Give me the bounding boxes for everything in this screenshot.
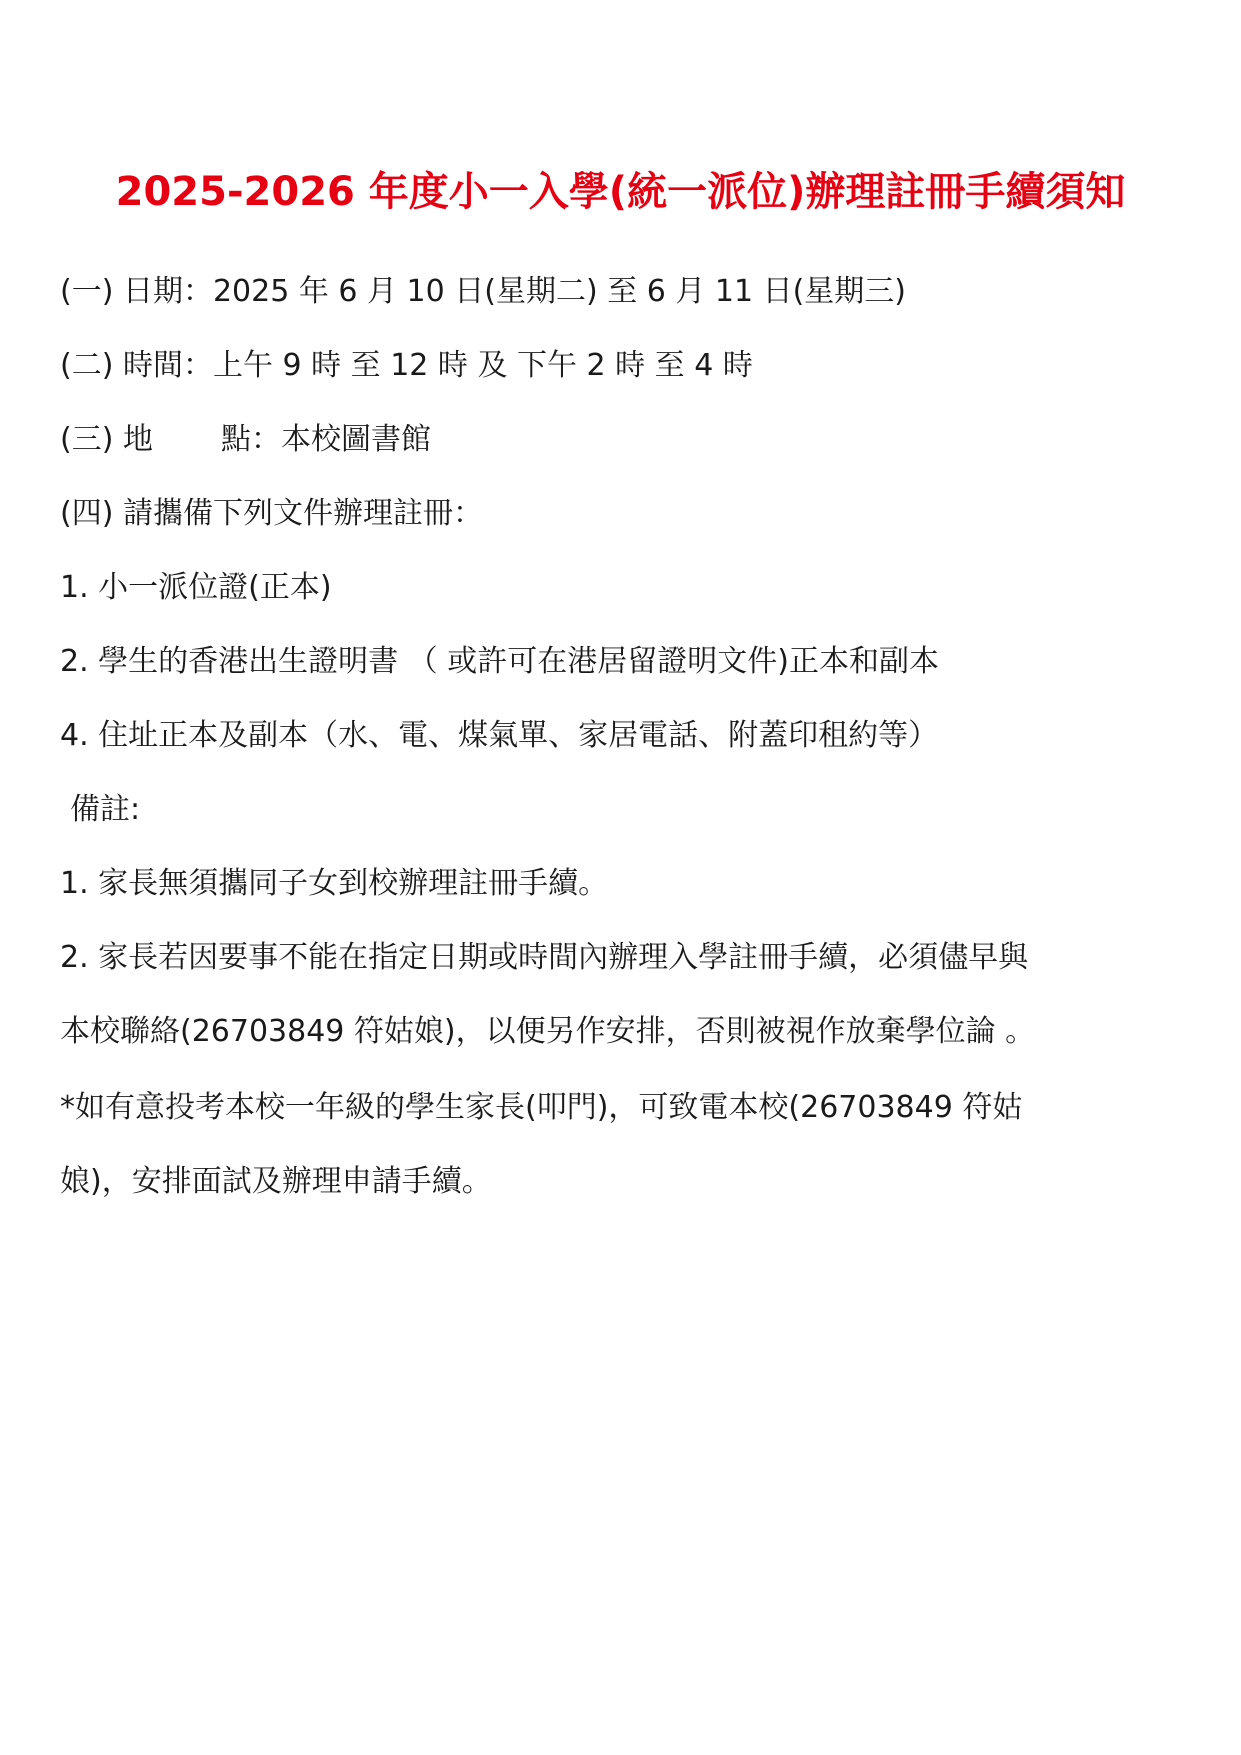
item-date [60,272,906,312]
item-text: 日期：2025 年 6 月 10 日(星期二) 至 6 月 11 日(星期三) [122,274,907,309]
document-list-item [60,568,332,608]
item-label: (三) [60,422,114,457]
list-number: 2. [60,940,89,975]
list-text: 家長無須攜同子女到校辦理註冊手續。 [98,866,609,901]
document-list-item [60,716,938,756]
note-line-1: *如有意投考本校一年級的學生家長(叩門)，可致電本校(26703849 符姑 [60,1090,1023,1125]
document-title: 2025-2026 年度小一入學(統一派位)辦理註冊手續須知 [115,169,1126,215]
list-number: 1. [60,570,89,605]
item-location [60,420,431,460]
list-number: 2. [60,644,89,679]
item-text-part-b: 點：本校圖書館 [220,422,431,457]
list-number: 1. [60,866,89,901]
note-line-2: 娘)，安排面試及辦理申請手續。 [60,1164,492,1199]
item-text: 請攜備下列文件辦理註冊： [122,496,483,531]
item-text: 時間：上午 9 時 至 12 時 及 下午 2 時 至 4 時 [122,348,753,383]
document-list-item [60,642,939,682]
list-text: 學生的香港出生證明書 （ 或許可在港居留證明文件)正本和副本 [98,644,939,679]
remark-continuation: 本校聯絡(26703849 符姑娘)，以便另作安排，否則被視作放棄學位論 。 [60,1014,1036,1049]
list-text: 住址正本及副本（水、電、煤氣單、家居電話、附蓋印租約等） [98,718,939,753]
item-documents-required [60,494,483,534]
item-text-part-a: 地 [122,422,153,457]
list-text: 家長若因要事不能在指定日期或時間內辦理入學註冊手續，必須儘早與 [98,940,1029,975]
item-label: (二) [60,348,114,383]
remarks-heading: 備註: [70,792,141,827]
item-label: (一) [60,274,114,309]
remark-item [60,864,608,904]
item-label: (四) [60,496,114,531]
remark-item [60,938,1028,978]
list-number: 4. [60,718,89,753]
item-time [60,346,753,386]
list-text: 小一派位證(正本) [98,570,332,605]
